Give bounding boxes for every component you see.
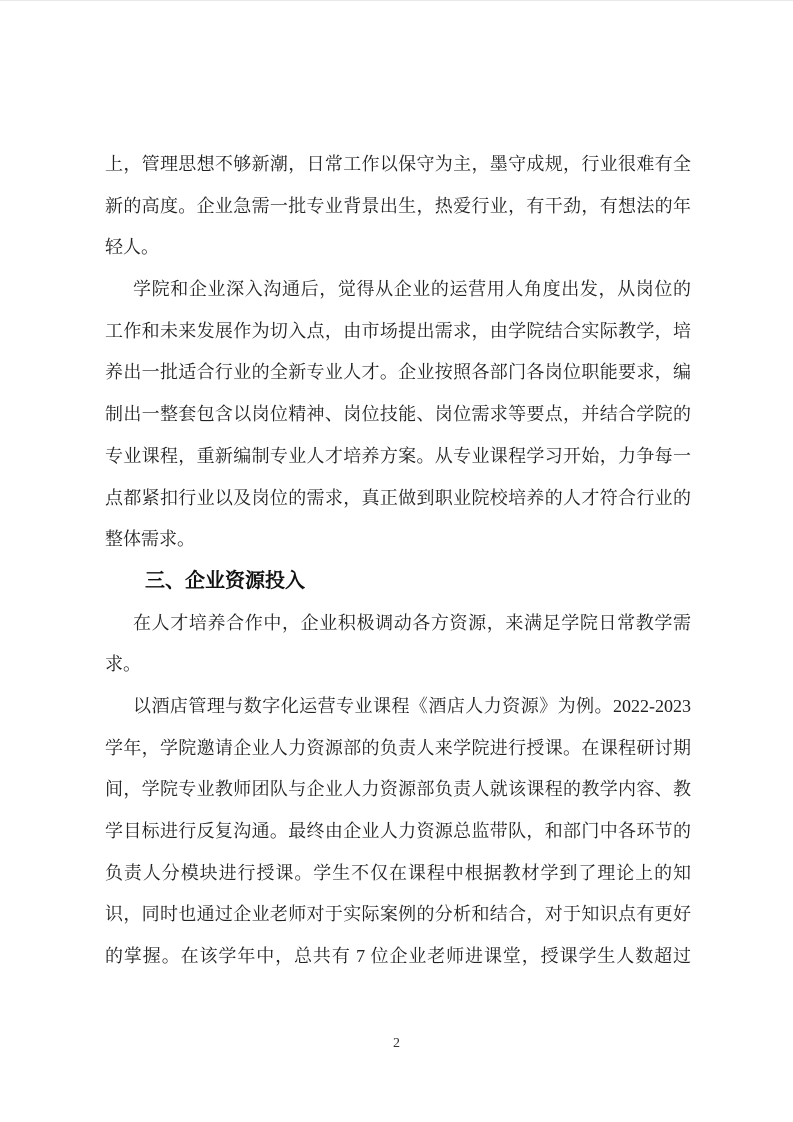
text-line: 学年，学院邀请企业人力资源部的负责人来学院进行授课。在课程研讨期 (105, 737, 691, 758)
text-line: 以酒店管理与数字化运营专业课程《酒店人力资源》为例。2022-2023 (133, 695, 691, 716)
text-line: 学目标进行反复沟通。最终由企业人力资源总监带队，和部门中各环节的 (105, 821, 691, 841)
text-line: 制出一整套包含以岗位精神、岗位技能、岗位需求等要点，并结合学院的 (105, 404, 691, 425)
text-line: 求。 (105, 654, 141, 675)
text-line: 识，同时也通过企业老师对于实际案例的分析和结合，对于知识点有更好 (105, 904, 691, 925)
page-footer (0, 1034, 793, 1054)
paragraph (105, 686, 691, 978)
text-line: 学院和企业深入沟通后，觉得从企业的运营用人角度出发，从岗位的 (133, 279, 691, 300)
text-line: 间，学院专业教师团队与企业人力资源部负责人就该课程的教学内容、教 (105, 779, 691, 800)
text-line: 整体需求。 (105, 529, 195, 550)
paragraph (105, 269, 691, 561)
text-line: 轻人。 (105, 237, 159, 258)
text-line: 上，管理思想不够新潮，日常工作以保守为主，墨守成规，行业很难有全 (105, 154, 691, 174)
text-line: 养出一批适合行业的全新专业人才。企业按照各部门各岗位职能要求，编 (105, 362, 691, 383)
text-line: 点都紧扣行业以及岗位的需求，真正做到职业院校培养的人才符合行业的 (105, 487, 691, 508)
section-heading (105, 561, 691, 603)
paragraph (105, 144, 691, 269)
heading-line: 三、企业资源投入 (145, 569, 305, 592)
text-line: 负责人分模块进行授课。学生不仅在课程中根据教材学到了理论上的知 (105, 862, 691, 883)
text-line: 在人才培养合作中，企业积极调动各方资源，来满足学院日常教学需 (133, 612, 691, 633)
text-line: 专业课程，重新编制专业人才培养方案。从专业课程学习开始，力争每一 (105, 445, 691, 466)
page-number: 2 (393, 1036, 400, 1051)
paragraph (105, 603, 691, 686)
page-body-text (105, 144, 691, 978)
text-line: 的掌握。在该学年中，总共有 7 位企业老师进课堂，授课学生人数超过 (105, 946, 691, 967)
text-line: 新的高度。企业急需一批专业背景出生，热爱行业，有干劲，有想法的年 (105, 195, 691, 216)
text-line: 工作和未来发展作为切入点，由市场提出需求，由学院结合实际教学，培 (105, 320, 691, 341)
